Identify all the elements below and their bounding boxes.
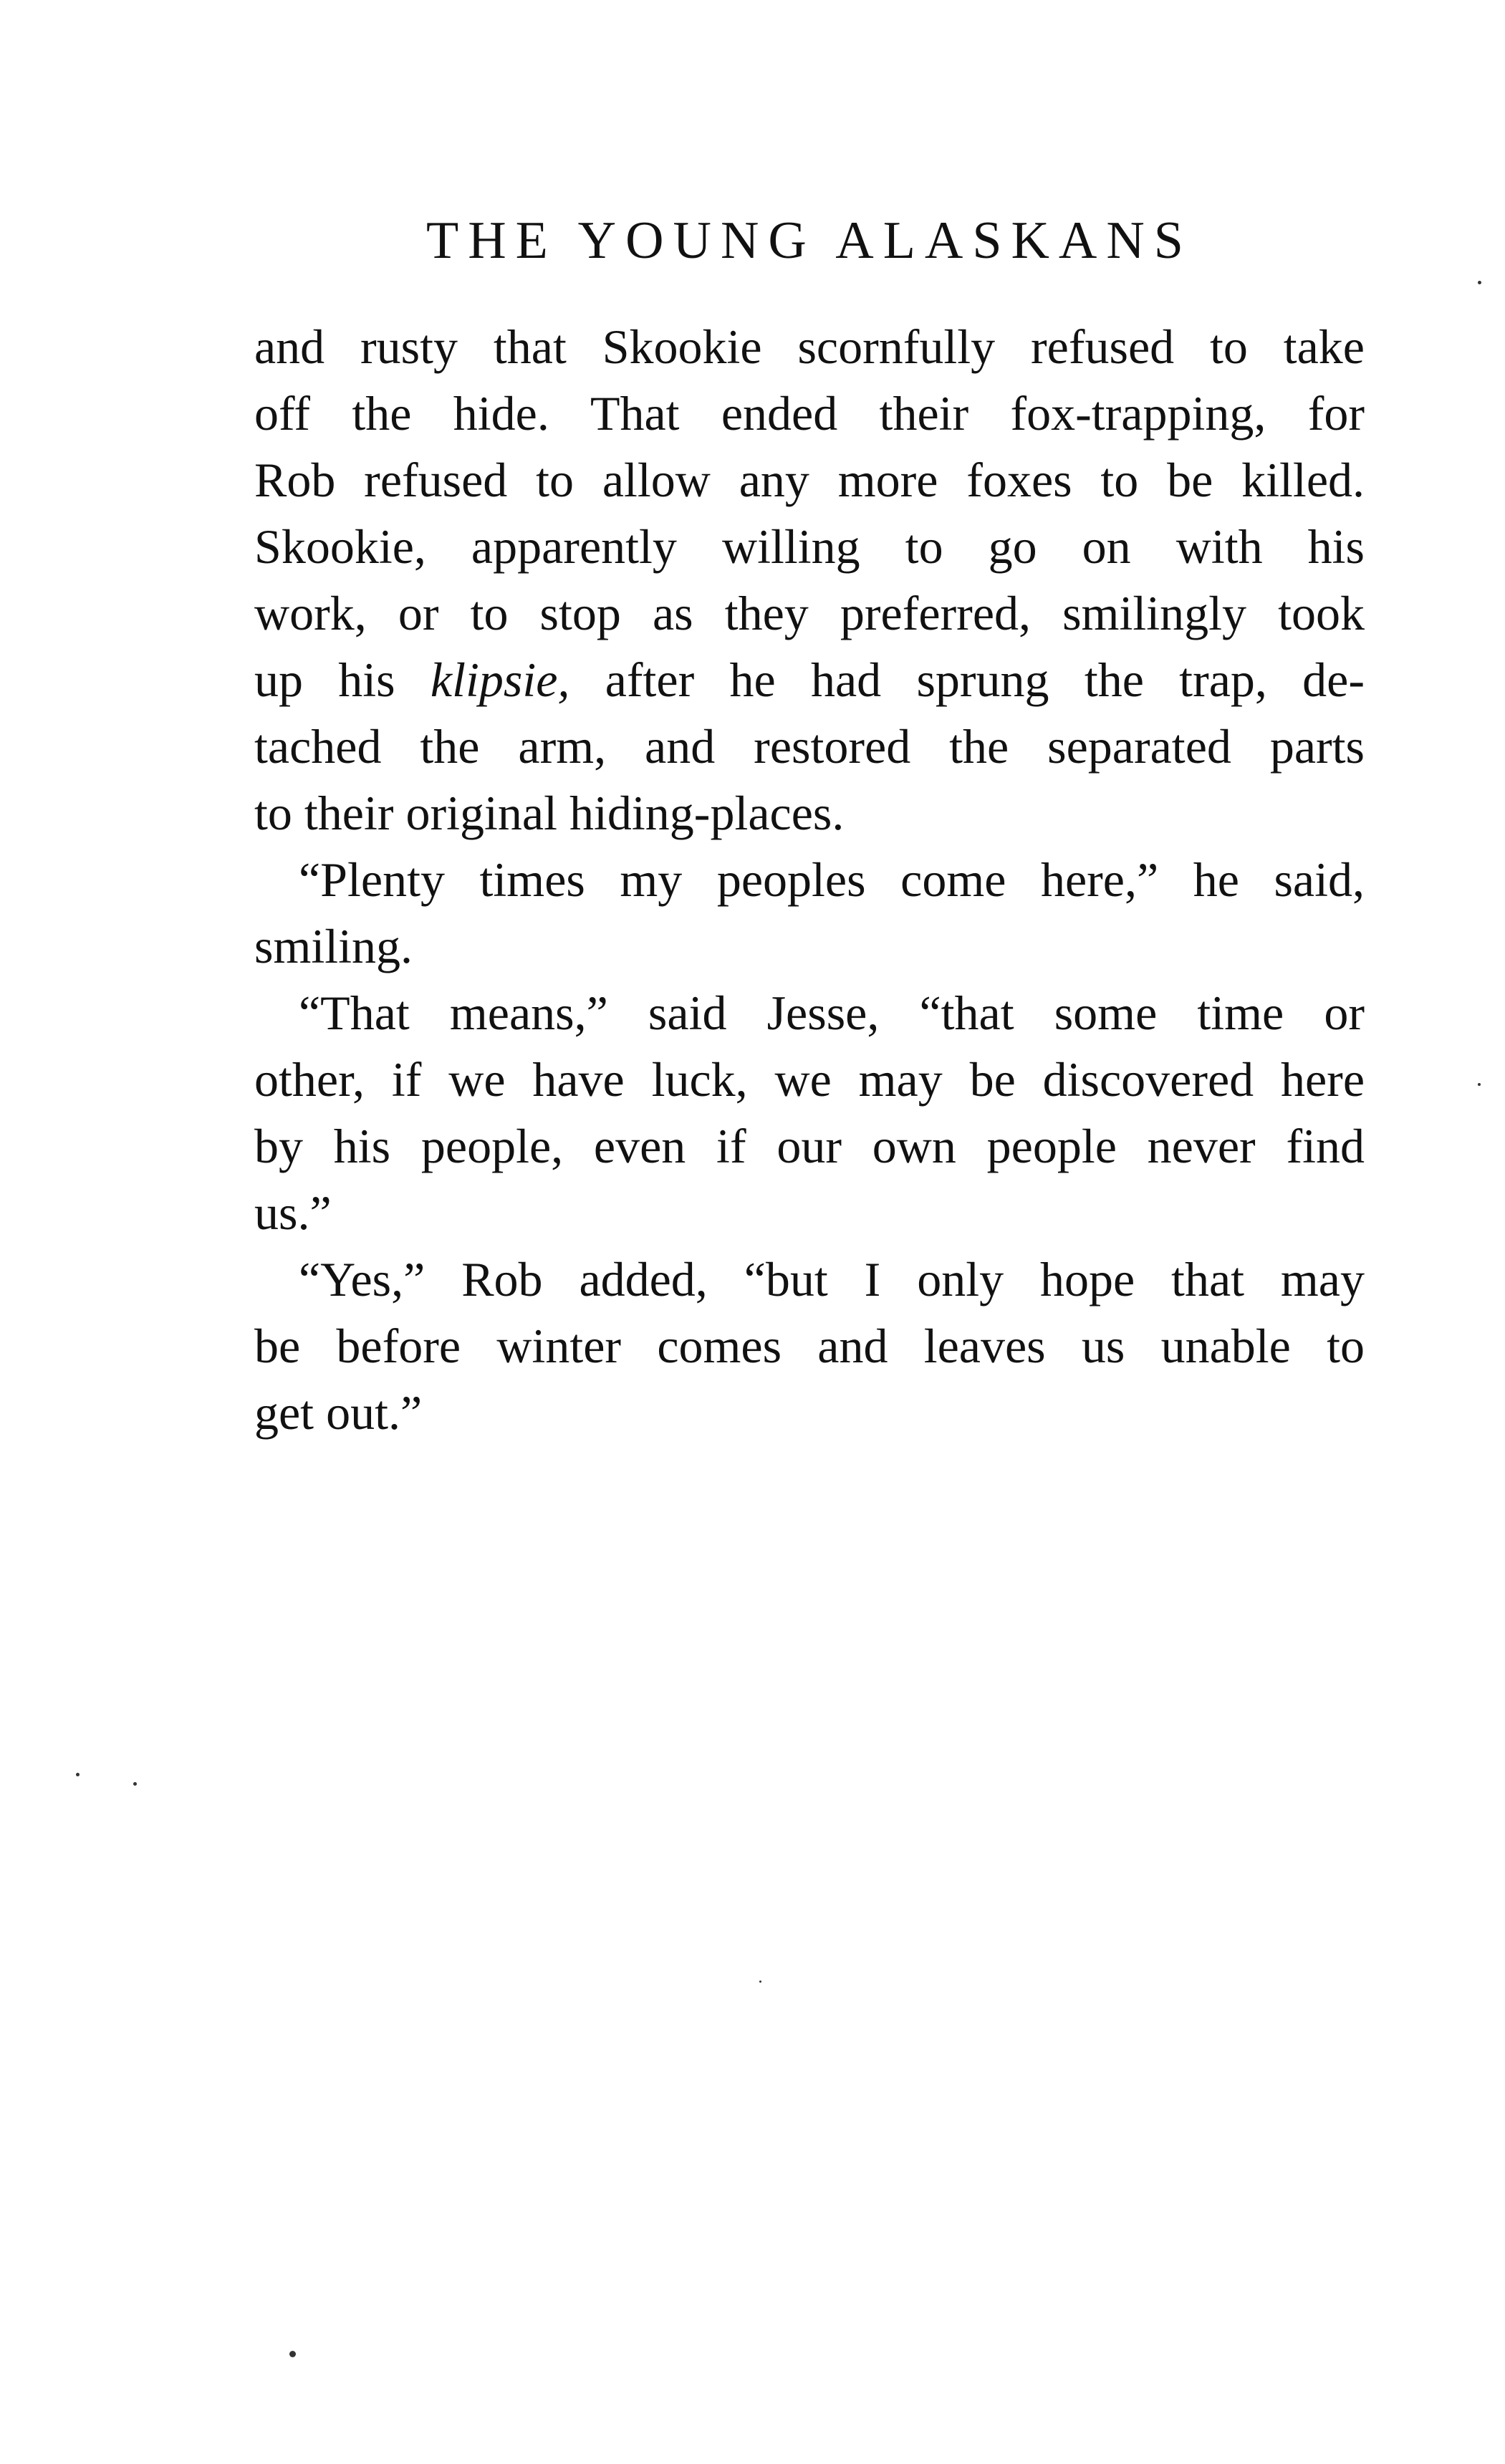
scan-speck — [759, 1981, 761, 1983]
text-line: to their original hiding-places. — [254, 786, 845, 840]
text-line: smiling. — [254, 919, 413, 973]
text-line — [254, 647, 1365, 713]
text-line: work, or to stop as they preferred, smilingly took — [254, 586, 1365, 640]
text-line-end: after he had sprung the trap, de- — [569, 653, 1365, 707]
scan-speck — [133, 1782, 137, 1786]
text-line: and rusty that Skookie scornfully refused to take — [254, 319, 1365, 374]
text-line: tached the arm, and restored the separated parts — [254, 719, 1365, 774]
text-line: get out.” — [254, 1385, 423, 1440]
scan-speck — [1478, 281, 1481, 284]
text-line: other, if we have luck, we may be discovered here — [254, 1052, 1365, 1107]
scan-speck — [76, 1773, 80, 1776]
body-text — [254, 314, 1365, 1446]
text-line: “That means,” said Jesse, “that some time or — [299, 986, 1365, 1040]
text-line: “Plenty times my peoples come here,” he said, — [299, 852, 1365, 907]
text-line: “Yes,” Rob added, “but I only hope that may — [299, 1252, 1365, 1306]
scan-speck — [1478, 1083, 1481, 1086]
text-line: by his people, even if our own people never find — [254, 1119, 1365, 1173]
text-line: us.” — [254, 1185, 332, 1240]
italic-word: klipsie, — [430, 653, 570, 707]
text-line-start: up his — [254, 653, 431, 707]
text-line: be before winter comes and leaves us unable to — [254, 1319, 1365, 1373]
text-line: Rob refused to allow any more foxes to be killed. — [254, 453, 1365, 507]
running-head: THE YOUNG ALASKANS — [426, 211, 1193, 270]
scan-speck — [289, 2351, 296, 2357]
text-line: off the hide. That ended their fox-trapping, for — [254, 386, 1365, 441]
text-line: Skookie, apparently willing to go on with his — [254, 519, 1365, 574]
